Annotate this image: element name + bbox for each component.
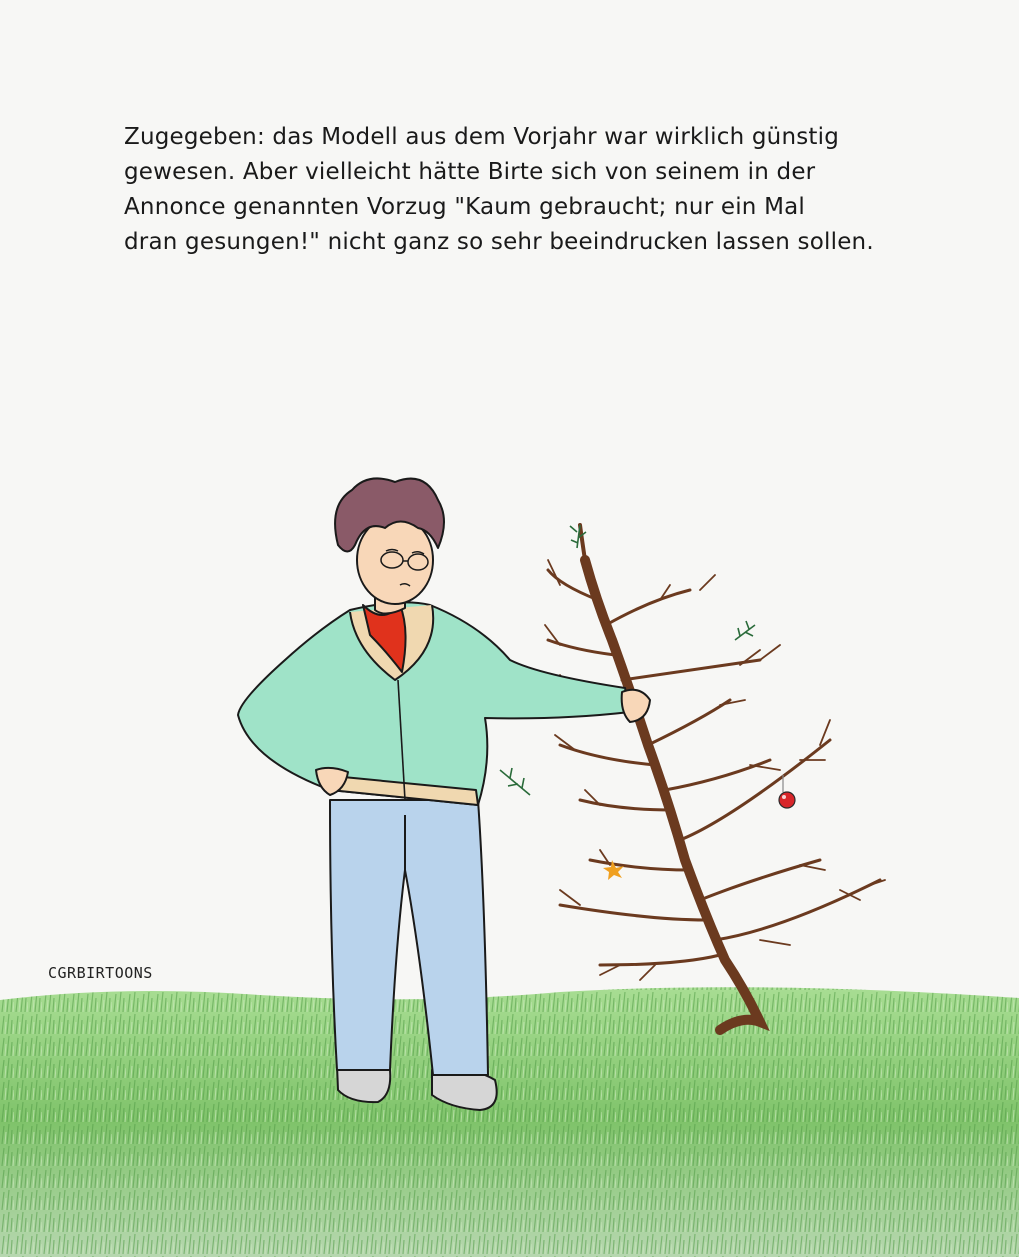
artist-signature: CGRBIRTOONS [48,964,153,982]
pine-sprig-icon [500,525,755,795]
bare-christmas-tree [545,525,885,1030]
caption-line: Zugegeben: das Modell aus dem Vorjahr war wirklich günstig [124,124,840,150]
caption-line: Annonce genannten Vorzug "Kaum gebraucht; nur ein Mal [124,194,806,220]
grass-field [0,987,1019,1257]
ornament-icon [779,775,795,808]
caption-line: gewesen. Aber vielleicht hätte Birte sich von seinem in der [124,159,816,185]
caption-line: dran gesungen!" nicht ganz so sehr beeindrucken lassen sollen. [124,229,874,255]
